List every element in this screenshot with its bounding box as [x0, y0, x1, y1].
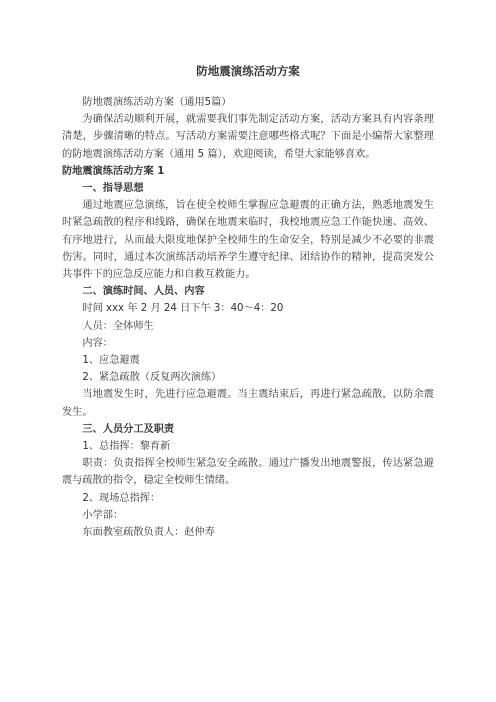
content-label: 内容： [82, 337, 113, 349]
east-classroom-line: 东面教室疏散负责人：赵仲寿 [82, 527, 215, 539]
commander-line: 1、总指挥：黎育新 [82, 441, 171, 453]
primary-school-line: 小学部： [82, 509, 124, 521]
guiding-principle-paragraph: 通过地震应急演练，旨在使全校师生掌握应急避震的正确方法，熟悉地震发生时紧急疏散的程序和线路，确保在地震来临时，我校地震应急工作能快速、高效、有序地进行，从而最大限度地保护全校师生的生命安全，特别是减少不必要的非震伤害。同时，通过本次演练活动培养学生遵守纪律、团结协作的精神，提高突发公共事件下的应急反应能力和自救互救能力。 [62, 200, 434, 281]
time-line: 时间 xxx 年 2 月 24 日下午 3：40～4：20 [82, 303, 284, 315]
section-heading-plan-1: 防地震演练活动方案 1 [62, 165, 165, 177]
people-line: 人员：全体师生 [82, 320, 154, 332]
content-item-2: 2、紧急疏散（反复两次演练） [82, 372, 222, 384]
document-title: 防地震演练活动方案 [196, 64, 300, 78]
heading-guiding-principle: 一、指导思想 [82, 183, 144, 195]
heading-time-people-content: 二、演练时间、人员、内容 [82, 286, 205, 298]
intro-paragraph: 为确保活动顺利开展，就需要我们事先制定活动方案，活动方案具有内容条理清楚，步骤清晰的特点。写活动方案需要注意哪些格式呢？下面是小编帮大家整理的防地震演练活动方案（通用 5 篇），欢迎阅读，希望大家能够喜欢。 [62, 114, 434, 160]
document-body [62, 94, 434, 541]
procedure-paragraph: 当地震发生时，先进行应急避震。当主震结束后，再进行紧急疏散，以防余震发生。 [62, 389, 434, 418]
subtitle-paragraph: 防地震演练活动方案（通用5篇） [82, 97, 232, 108]
content-item-1: 1、应急避震 [82, 355, 140, 367]
heading-roles-duties: 三、人员分工及职责 [82, 423, 175, 435]
field-commander-line: 2、现场总指挥： [82, 492, 161, 504]
commander-duties-paragraph: 职责：负责指挥全校师生紧急安全疏散。通过广播发出地震警报，传达紧急避震与疏散的指令，稳定全校师生情绪。 [62, 458, 434, 487]
